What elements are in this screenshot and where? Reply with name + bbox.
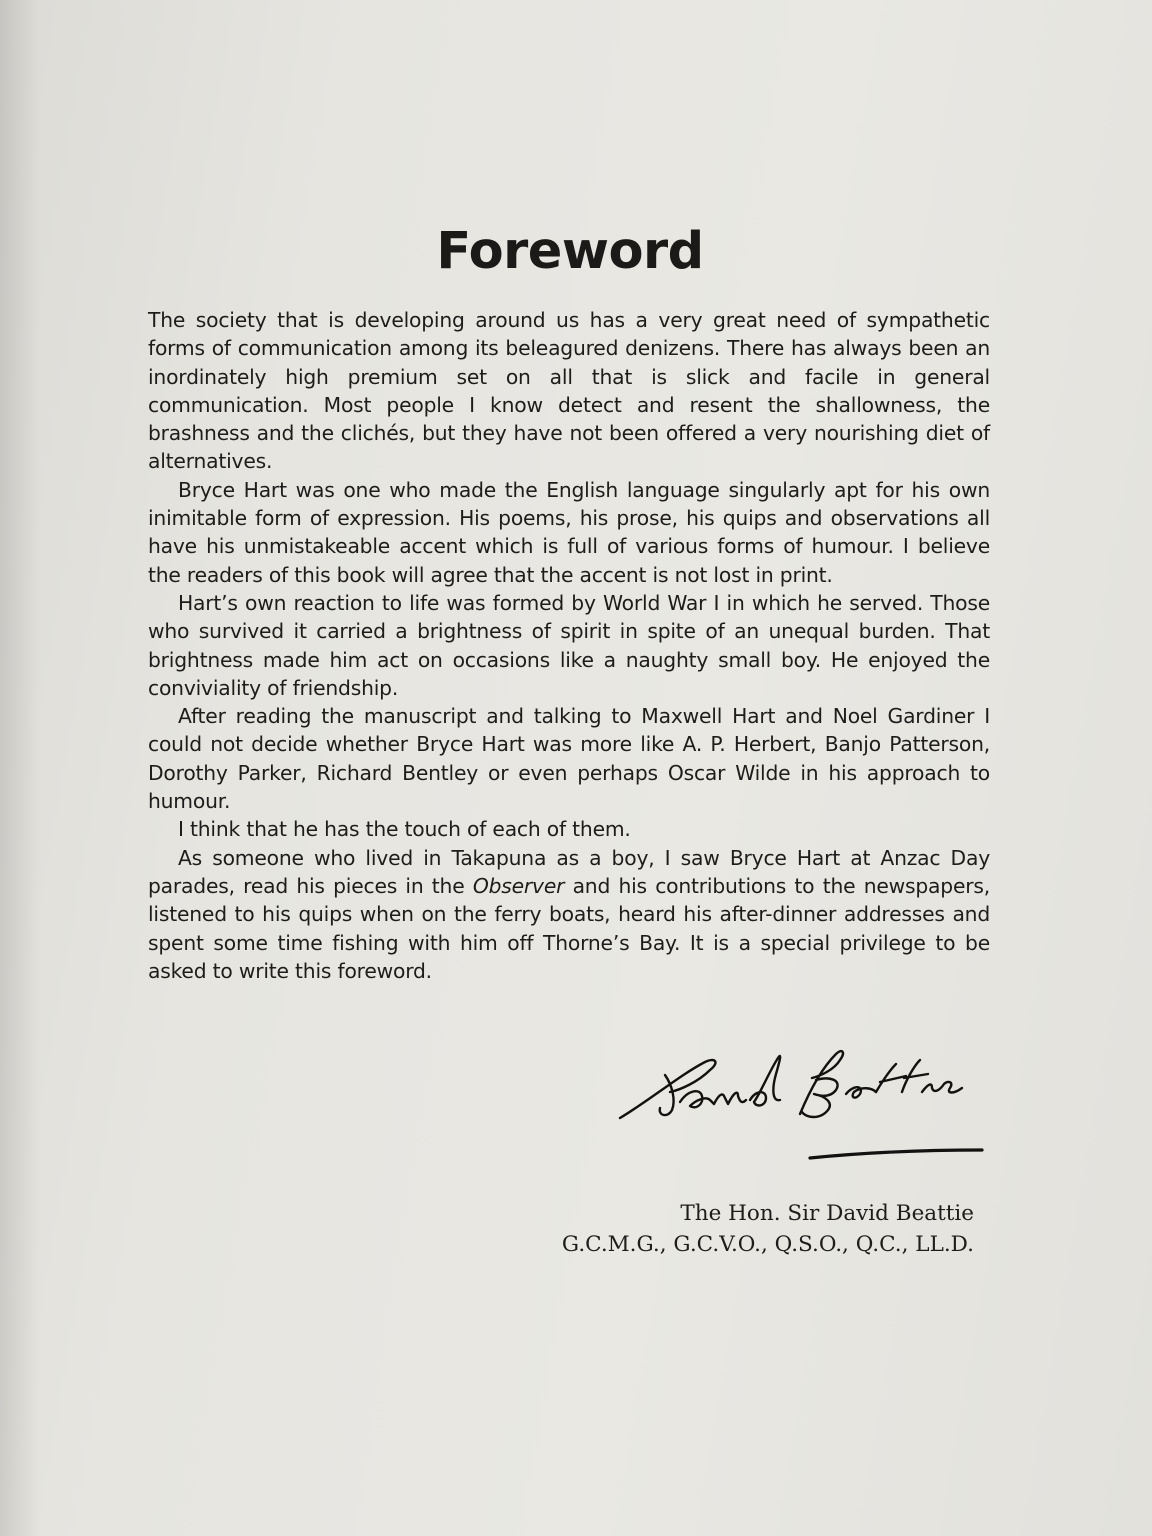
signatory-honours: G.C.M.G., G.C.V.O., Q.S.O., Q.C., LL.D.	[561, 1232, 974, 1257]
paragraph-6-part-2: and his contributions to the newspapers, listened to his quips when on the ferry boats, heard his after-dinner addresses and spent some time fishing with him off Thorne’s Bay. It is a special privilege to be asked to write this foreword.	[148, 873, 990, 983]
foreword-body	[148, 306, 990, 985]
paragraph-3: Hart’s own reaction to life was formed by World War I in which he served. Those who survived it carried a brightness of spirit in spite of an unequal burden. That brightness made him act on occasions like a naughty small boy. He enjoyed the conviviality of friendship.	[148, 590, 990, 700]
handwritten-signature	[610, 1030, 1000, 1170]
paragraph-1: The society that is developing around us has a very great need of sympathetic forms of communication among its beleagured denizens. There has always been an inordinately high premium set on all that is slick and facile in general communication. Most people I know detect and resent the shallowness, the brashness and the clichés, but they have not been offered a very nourishing diet of alternatives.	[148, 308, 990, 474]
paragraph-4: After reading the manuscript and talking to Maxwell Hart and Noel Gardiner I could not decide whether Bryce Hart was more like A. P. Herbert, Banjo Patterson, Dorothy Parker, Richard Bentley or even perhaps Oscar Wilde in his approach to humour.	[148, 704, 990, 814]
paragraph-5: I think that he has the touch of each of them.	[178, 817, 631, 842]
paragraph-6	[148, 844, 990, 985]
observer-italic: Observer	[472, 873, 565, 898]
paragraph-2: Bryce Hart was one who made the English language singularly apt for his own inimitable form of expression. His poems, his prose, his quips and observations all have his unmistakeable accent which is full of various forms of humour. I believe the readers of this book will agree that the accent is not lost in print.	[148, 477, 990, 587]
signatory-name: The Hon. Sir David Beattie	[680, 1201, 974, 1226]
signatory-block	[562, 1198, 974, 1260]
page-title: Foreword	[436, 222, 704, 281]
paragraph-6-part-1: As someone who lived in Takapuna as a boy, I saw Bryce Hart at Anzac Day parades, read his pieces in the	[148, 845, 990, 898]
